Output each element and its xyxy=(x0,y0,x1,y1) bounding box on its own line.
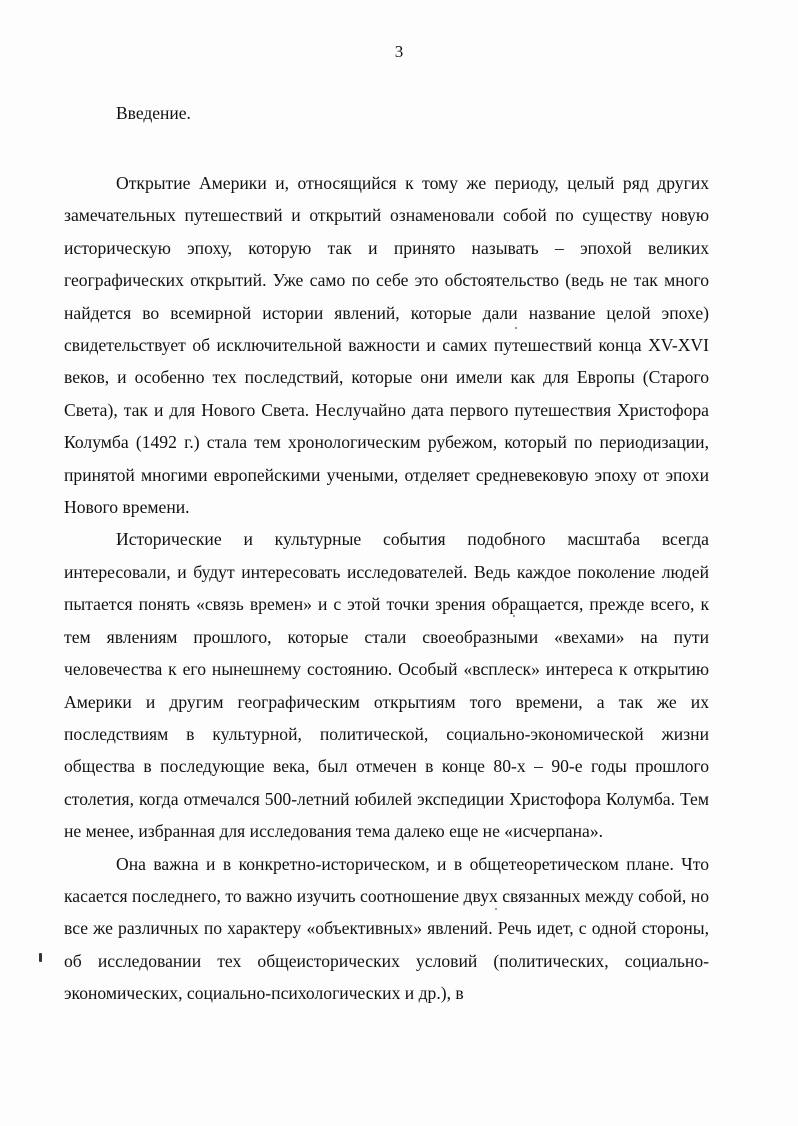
body-text xyxy=(64,167,709,1010)
paragraph-2: Исторические и культурные события подобного масштаба всегда интересовали, и будут интересовать исследователей. Ведь каждое поколение людей пытается понять «связь времен» и с этой точки зрения обращается, прежде всего, к тем явлениям прошлого, которые стали своеобразными «вехами» на пути человечества к его нынешнему состоянию. Особый «всплеск» интереса к открытию Америки и другим географическим открытиям того времени, а так же их последствиям в культурной, политической, социально-экономической жизни общества в последующие века, был отмечен в конце 80-х – 90-е годы прошлого столетия, когда отмечался 500-летний юбилей экспедиции Христофора Колумба. Тем не менее, избранная для исследования тема далеко еще не «исчерпана». xyxy=(64,529,709,842)
page-number: 3 xyxy=(394,42,404,61)
margin-mark xyxy=(39,953,42,962)
scan-speck xyxy=(515,327,517,329)
scan-speck xyxy=(495,908,497,910)
paragraph-1: Открытие Америки и, относящийся к тому же периоду, целый ряд других замечательных путешествий и открытий ознаменовали собой по существу новую историческую эпоху, которую так и принято называть – эпохой великих географических открытий. Уже само по себе это обстоятельство (ведь не так много найдется во всемирной истории явлений, которые дали название целой эпохе) свидетельствует об исключительной важности и самих путешествий конца XV-XVI веков, и особенно тех последствий, которые они имели как для Европы (Старого Света), так и для Нового Света. Неслучайно дата первого путешествия Христофора Колумба (1492 г.) стала тем хронологическим рубежом, который по периодизации, принятой многими европейскими учеными, отделяет средневековую эпоху от эпохи Нового времени. xyxy=(64,173,709,518)
paragraph-3: Она важна и в конкретно-историческом, и в общетеоретическом плане. Что касается последнего, то важно изучить соотношение двух связанных между собой, но все же различных по характеру «объективных» явлений. Речь идет, с одной стороны, об исследовании тех общеисторических условий (политических, социально-экономических, социально-психологических и др.), в xyxy=(64,853,709,1004)
section-heading: Введение. xyxy=(116,103,191,123)
scan-speck xyxy=(513,615,515,617)
